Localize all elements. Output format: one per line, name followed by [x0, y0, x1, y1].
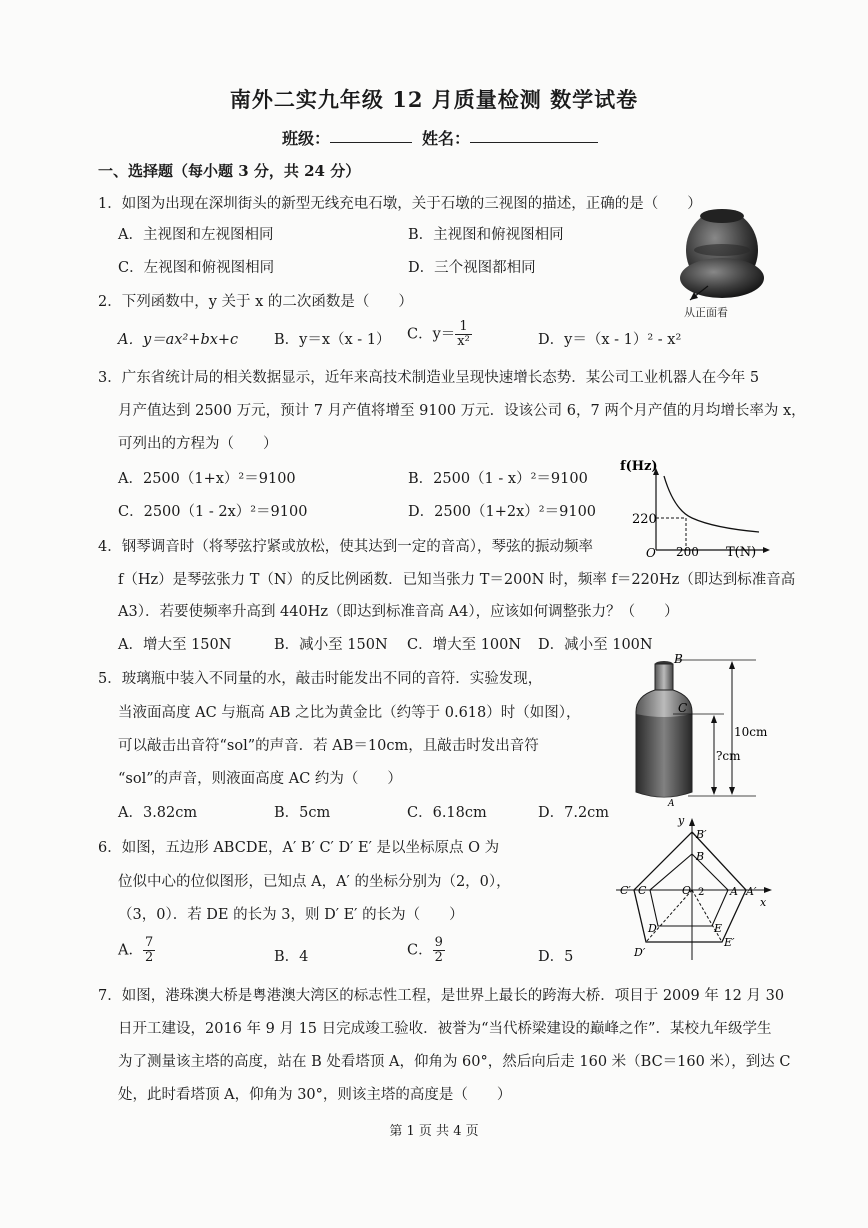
graph-y-label: f(Hz) — [620, 460, 658, 474]
pentagon-a-label: A — [730, 885, 738, 898]
q1-option-d: D．三个视图都相同 — [408, 260, 536, 276]
q5-line-3: 可以敲击出音符“sol”的声音．若 AB＝10cm，且敲击时发出音符 — [118, 738, 539, 754]
pentagon-d-label: D — [648, 922, 657, 935]
q2-option-c-den: x² — [457, 334, 470, 349]
q3-option-d: D．2500（1+2x）²＝9100 — [408, 504, 597, 520]
q6-line-2: 位似中心的位似图形，已知点 A，A′ 的坐标分别为（2，0）， — [118, 874, 511, 890]
q6-line-3: （3，0）．若 DE 的长为 3，则 D′ E′ 的长为（ ） — [118, 907, 464, 923]
pentagon-ep-label: E′ — [724, 936, 735, 949]
q2-option-c-prefix: C．y＝ — [407, 326, 456, 343]
q2-option-c-num: 1 — [455, 320, 472, 335]
exam-title: 南外二实九年级 12 月质量检测 数学试卷 — [229, 87, 639, 112]
q7-line-2: 日开工建设，2016 年 9 月 15 日完成竣工验收．被誉为“当代桥梁建设的巅峰之作”．某校九年级学生 — [118, 1021, 772, 1037]
pentagon-two: 2 — [698, 887, 705, 898]
q6-option-a-den: 2 — [144, 950, 154, 965]
q2-option-d: D．y＝（x - 1）² - x² — [538, 332, 682, 348]
q6-option-c-num: 9 — [434, 935, 443, 950]
q5-option-a: A．3.82cm — [118, 805, 198, 821]
q6-option-a-num: 7 — [144, 935, 154, 950]
pentagon-e-label: E — [714, 922, 723, 935]
q5-option-d: D．7.2cm — [538, 805, 610, 821]
q6-option-a-prefix: A． — [118, 942, 143, 959]
q6-option-d: D．5 — [538, 949, 574, 965]
q3-option-c: C．2500（1 - 2x）²＝9100 — [118, 504, 308, 520]
pentagon-c-label: C — [638, 884, 647, 897]
pentagon-x-label: x — [760, 896, 767, 909]
graph-origin: O — [646, 546, 656, 560]
frequency-tension-graph — [614, 460, 774, 560]
q1-option-b: B．主视图和俯视图相同 — [408, 227, 564, 243]
q4-option-a: A．增大至 150N — [118, 637, 232, 653]
graph-x-label: T(N) — [726, 545, 757, 560]
q1-option-c: C．左视图和俯视图相同 — [118, 260, 275, 276]
q3-line-3: 可列出的方程为（ ） — [118, 436, 278, 452]
q7-line-3: 为了测量该主塔的高度，站在 B 处看塔顶 A，仰角为 60°，然后向后走 160 米（BC＝160 米），到达 C — [118, 1054, 791, 1070]
q4-option-c: C．增大至 100N — [407, 637, 522, 653]
q1-figure-label: 从正面看 — [684, 306, 728, 319]
bottle-label-a: A — [668, 799, 675, 808]
graph-y-tick: 220 — [632, 512, 657, 527]
page-footer: 第 1 页 共 4 页 — [389, 1124, 479, 1139]
pentagon-origin: O — [682, 884, 692, 897]
q4-option-b: B．减小至 150N — [274, 637, 388, 653]
q7-line-4: 处，此时看塔顶 A，仰角为 30°，则该主塔的高度是（ ） — [118, 1087, 512, 1103]
q2-stem: 2．下列函数中，y 关于 x 的二次函数是（ ） — [98, 294, 413, 310]
q2-option-b: B．y＝x（x - 1） — [274, 332, 391, 348]
class-label: 班级： — [282, 129, 331, 148]
pentagon-ap-label: A′ — [746, 885, 757, 898]
q6-option-c — [407, 936, 445, 965]
q3-option-b: B．2500（1 - x）²＝9100 — [408, 471, 588, 487]
pentagon-figure — [612, 814, 776, 964]
q6-line-1: 6．如图，五边形 ABCDE，A′ B′ C′ D′ E′ 是以坐标原点 O 为 — [98, 840, 500, 856]
pentagon-dp-label: D′ — [634, 946, 646, 959]
q1-stem: 1．如图为出现在深圳街头的新型无线充电石墩，关于石墩的三视图的描述，正确的是（ ） — [98, 196, 702, 212]
pentagon-y-label: y — [678, 814, 685, 827]
q4-line-3: A3）．若要使频率升高到 440Hz（即达到标准音高 A4），应该如何调整张力？（ ） — [118, 604, 679, 620]
bottle-figure — [628, 652, 774, 808]
class-blank — [330, 128, 412, 143]
q2-option-a: A．y＝ax²+bx+c — [118, 332, 239, 348]
graph-x-tick: 200 — [676, 545, 699, 559]
q6-option-c-fraction — [433, 936, 445, 965]
pentagon-bp-label: B′ — [696, 828, 707, 841]
q5-line-1: 5．玻璃瓶中装入不同量的水，敲击时能发出不同的音符．实验发现， — [98, 671, 543, 687]
q6-option-c-prefix: C． — [407, 942, 433, 959]
q6-option-c-den: 2 — [434, 950, 443, 965]
bottle-label-b: B — [674, 652, 683, 666]
q2-option-c-fraction — [455, 320, 472, 349]
q3-option-a: A．2500（1+x）²＝9100 — [118, 471, 296, 487]
q3-line-2: 月产值达到 2500 万元，预计 7 月产值将增至 9100 万元．设该公司 6，7 两个月产值的月均增长率为 x， — [118, 403, 806, 419]
name-blank — [470, 128, 598, 143]
q7-line-1: 7．如图，港珠澳大桥是粤港澳大湾区的标志性工程，是世界上最长的跨海大桥．项目于 2009 年 12 月 30 — [98, 988, 785, 1004]
q6-option-a — [118, 936, 155, 965]
name-label: 姓名： — [422, 129, 471, 148]
q4-line-2: f（Hz）是琴弦张力 T（N）的反比例函数．已知当张力 T＝200N 时，频率 f＝220Hz（即达到标准音高 — [118, 572, 796, 588]
section-heading: 一、选择题（每小题 3 分，共 24 分） — [98, 162, 361, 180]
q5-option-c: C．6.18cm — [407, 805, 487, 821]
q5-line-2: 当液面高度 AC 与瓶高 AB 之比为黄金比（约等于 0.618）时（如图）， — [118, 705, 581, 721]
bottle-label-c: C — [678, 701, 688, 715]
pentagon-cp-label: C′ — [620, 884, 631, 897]
q4-option-d: D．减小至 100N — [538, 637, 653, 653]
graph-curve — [664, 476, 759, 532]
q5-line-4: “sol”的声音，则液面高度 AC 约为（ ） — [118, 771, 402, 787]
pentagon-b-label: B — [696, 850, 705, 863]
q2-option-c — [407, 320, 472, 349]
bottle-height-label: 10cm — [734, 725, 768, 739]
q1-option-a: A．主视图和左视图相同 — [118, 227, 274, 243]
q5-option-b: B．5cm — [274, 805, 331, 821]
q6-option-a-fraction — [143, 936, 155, 965]
q3-line-1: 3．广东省统计局的相关数据显示，近年来高技术制造业呈现快速增长态势．某公司工业机器人在今年 5 — [98, 370, 760, 386]
q1-stone-figure — [672, 200, 784, 320]
bottle-unknown-label: ?cm — [716, 749, 741, 763]
q6-option-b: B．4 — [274, 949, 309, 965]
q4-line-1: 4．钢琴调音时（将琴弦拧紧或放松，使其达到一定的音高），琴弦的振动频率 — [98, 539, 593, 555]
